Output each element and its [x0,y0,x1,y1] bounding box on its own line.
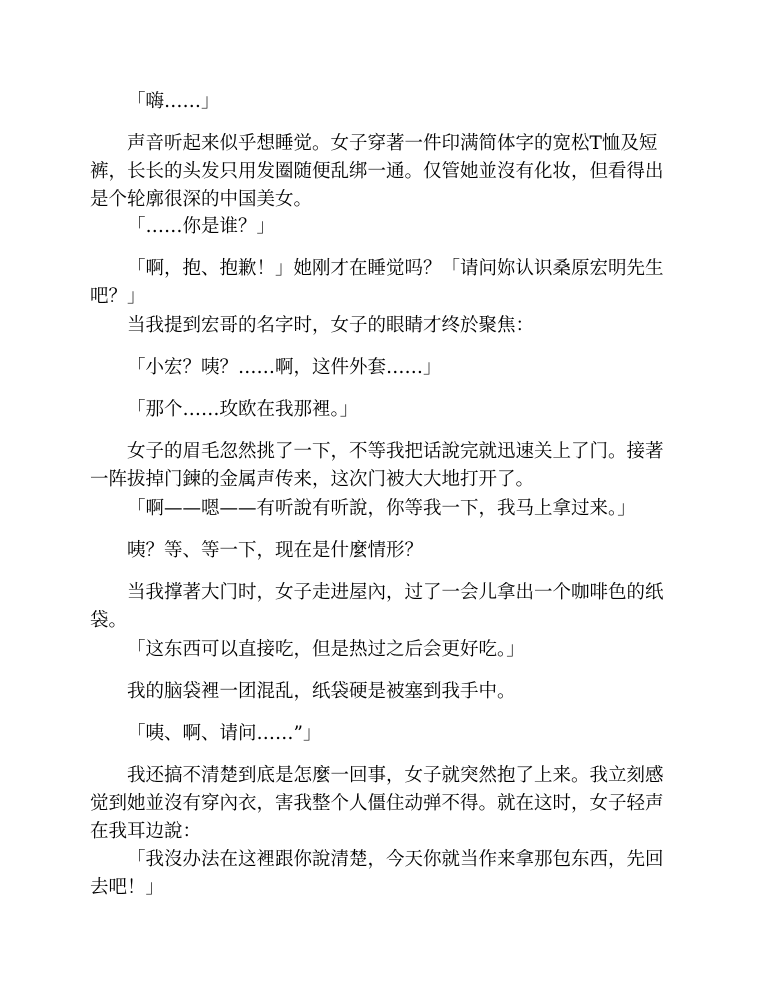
paragraph: 咦？等、等一下，现在是什麼情形？ [127,540,424,561]
paragraph: 「……你是谁？」 [127,216,276,237]
paragraph: 当我撑著大门时，女子走进屋內，过了一会儿拿出一个咖啡色的纸袋。 [90,582,664,631]
paragraph: 「这东西可以直接吃，但是热过之后会更好吃。」 [127,639,525,660]
paragraph: 女子的眉毛忽然挑了一下，不等我把话說完就迅速关上了门。接著一阵拔掉门鍊的金属声传来，这次门被大大地打开了。 [90,441,664,490]
paragraph: 「小宏？咦？……啊，这件外套……」 [127,357,442,378]
paragraph: 我还搞不清楚到底是怎麼一回事，女子就突然抱了上来。我立刻感觉到她並沒有穿內衣，害我整个人僵住动弹不得。就在这时，女子轻声在我耳边說： [90,765,664,842]
paragraph: 「啊——嗯——有听說有听說，你等我一下，我马上拿过来。」 [127,498,636,519]
paragraph: 当我提到宏哥的名字时，女子的眼睛才终於聚焦： [127,315,535,336]
paragraph: 「那个……玫欧在我那裡。」 [127,399,359,420]
paragraph: 我的脑袋裡一团混乱，纸袋硬是被塞到我手中。 [127,681,516,702]
paragraph: 声音听起来似乎想睡觉。女子穿著一件印满简体字的宽松T恤及短裤，长长的头发只用发圈随便乱绑一通。仅管她並沒有化妆，但看得出是个轮廓很深的中国美女。 [90,133,664,210]
paragraph: 「我沒办法在这裡跟你說清楚，今天你就当作来拿那包东西，先回去吧！」 [90,849,664,898]
paragraph: 「嗨……」 [127,91,220,112]
paragraph: 「咦、啊、请问……”」 [127,723,322,744]
paragraph: 「啊，抱、抱歉！」她刚才在睡觉吗？「请问妳认识桑原宏明先生吧？」 [90,258,664,307]
